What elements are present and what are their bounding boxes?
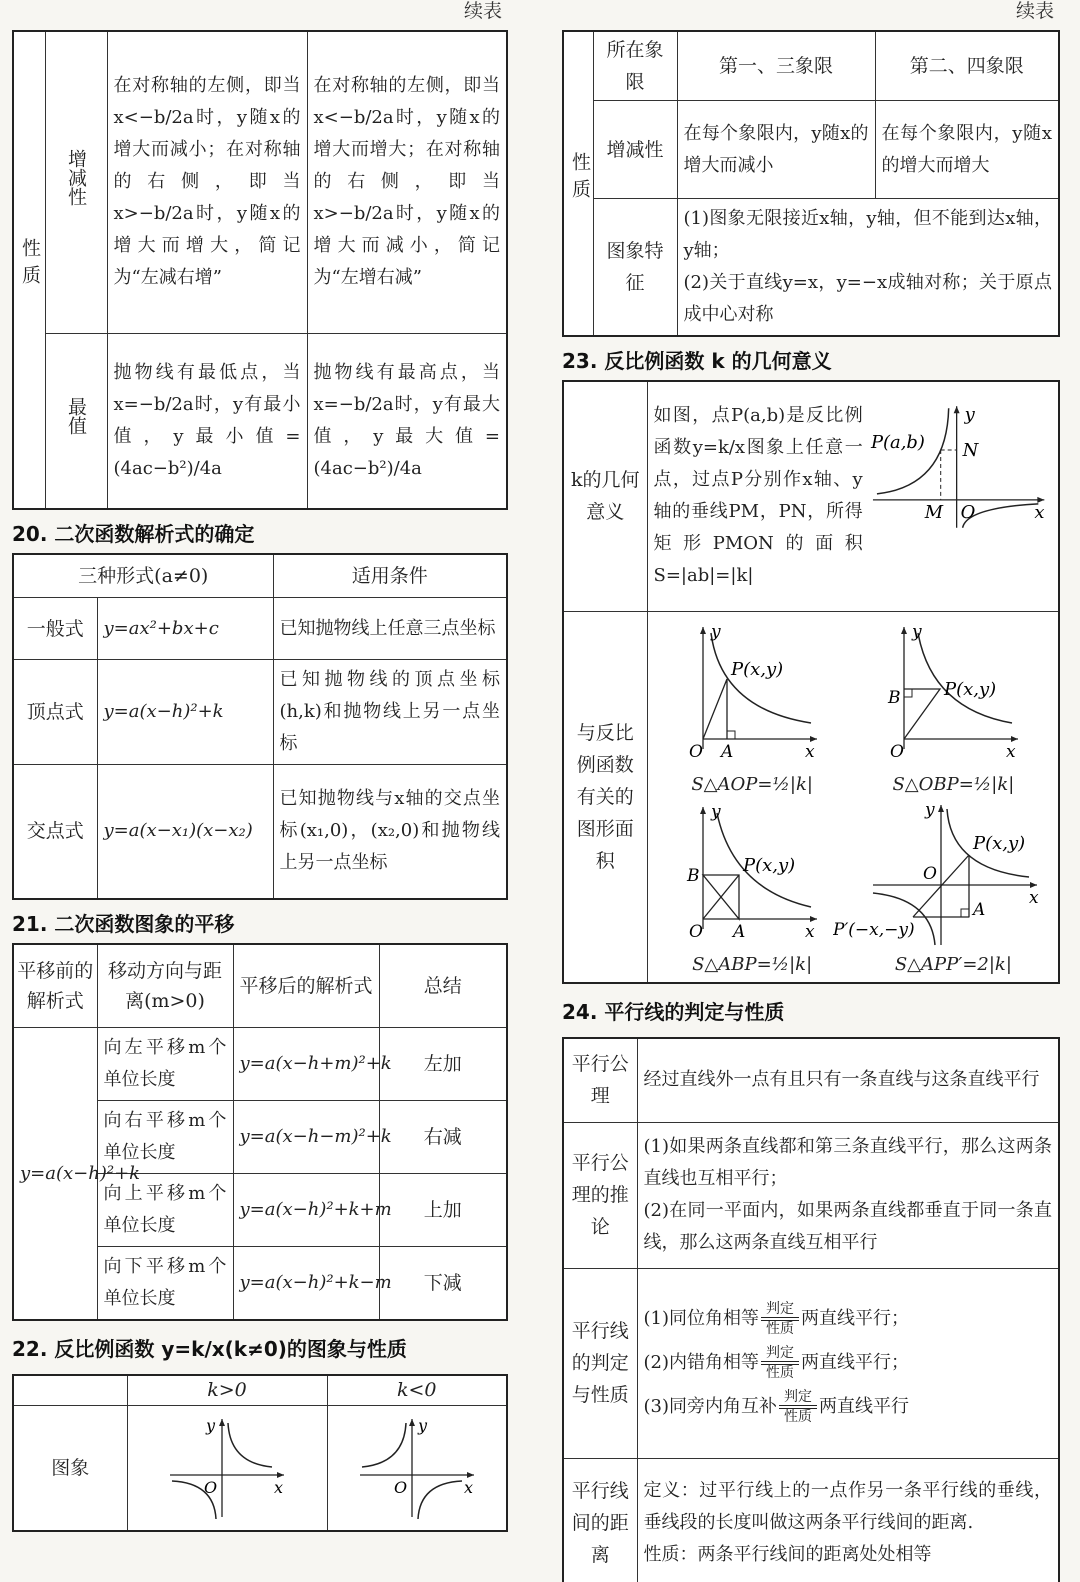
triangle-abp-figure (677, 799, 827, 949)
hyperbola-branch (918, 633, 1012, 723)
triangle-app-figure (833, 799, 1043, 949)
inverse-properties-table (562, 30, 1060, 337)
o-label: O (960, 502, 976, 524)
m-label: M (924, 502, 943, 524)
k-negative-graph (327, 1405, 507, 1531)
x-label: x (1034, 502, 1045, 524)
y-arrow (700, 807, 706, 814)
y-label: y (417, 1415, 427, 1435)
branch-q1 (228, 1423, 272, 1467)
monotonic-negative: 在每个象限内，y随x的增大而增大 (875, 101, 1059, 199)
criterion-right: 两直线平行； (801, 1352, 909, 1373)
p-label: P(x,y) (743, 854, 796, 876)
arrow-down-label: 性质 (784, 1409, 812, 1425)
shift-result: y=a(x−h)²+k−m (233, 1247, 379, 1321)
area-formula: S△AOP=½|k| (691, 773, 813, 795)
conditions-header: 适用条件 (273, 554, 507, 598)
extreme-a-positive: 抛物线有最低点，当x=−b/2a时，y有最小值，y最小值=(4ac−b²)/4a (107, 333, 307, 509)
arrow-up-label: 判定 (766, 1345, 794, 1361)
x-label: x (805, 741, 815, 762)
features-label: 图象特征 (593, 199, 677, 337)
triangle-obp-figure (878, 619, 1028, 769)
form-condition: 已知抛物线与x轴的交点坐标(x₁,0)，(x₂,0)和抛物线上另一点坐标 (273, 765, 507, 899)
area-formula: S△APP′=2|k| (894, 953, 1012, 975)
bidirectional-arrow (779, 1389, 817, 1425)
hyperbola-13-figure (162, 1413, 292, 1523)
y-label: y (964, 404, 975, 426)
arrow-up-label: 判定 (784, 1389, 812, 1405)
right-angle (904, 689, 912, 697)
y-label: y (206, 1415, 216, 1435)
empty-cell (13, 1375, 127, 1405)
header-before: 平移前的解析式 (13, 944, 97, 1028)
k-positive-header: k>0 (127, 1375, 327, 1405)
rectangle-pmon-figure (863, 400, 1052, 530)
inverse-graph-table (12, 1374, 508, 1532)
b-label: B (888, 687, 901, 708)
section-24-title: 24. 平行线的判定与性质 (562, 1000, 785, 1024)
parallel-lines-table (562, 1037, 1060, 1582)
shift-direction: 向左平移m个单位长度 (97, 1028, 233, 1101)
features-text (677, 199, 1059, 337)
form-name: 顶点式 (13, 660, 97, 765)
area-figure (652, 799, 853, 975)
x-label: x (274, 1477, 284, 1497)
left-column (12, 0, 506, 1532)
form-formula: y=a(x−h)²+k (97, 660, 273, 765)
area-figures-cell (647, 611, 1059, 983)
area-formula: S△ABP=½|k| (692, 953, 813, 975)
bidirectional-arrow (761, 1345, 799, 1381)
criterion-left: (1)同位角相等 (643, 1308, 759, 1329)
monotonic-a-negative: 在对称轴的左侧，即当x<−b/2a时，y随x的增大而增大；在对称轴的右侧，即当x>−b/2a时，y随x的增大而减小，简记为“左增右减” (307, 31, 507, 333)
p-label: P(x,y) (973, 832, 1026, 854)
shift-direction: 向下平移m个单位长度 (97, 1247, 233, 1321)
criterion (644, 1301, 1053, 1337)
y-label: y (711, 621, 721, 642)
criterion (644, 1345, 1053, 1381)
criteria-label: 平行线的判定与性质 (563, 1268, 637, 1458)
origin-label: O (393, 1477, 407, 1497)
x-label: x (1029, 887, 1039, 908)
area-figure (833, 799, 1054, 975)
axiom-text: 经过直线外一点有且只有一条直线与这条直线平行 (637, 1038, 1059, 1122)
monotonic-a-positive: 在对称轴的左侧，即当x<−b/2a时，y随x的增大而减小；在对称轴的右侧，即当x>−b/2a时，y随x的增大而增大，简记为“左减右增” (107, 31, 307, 333)
forms-header: 三种形式(a≠0) (13, 554, 273, 598)
n-label: N (962, 440, 979, 462)
distance-label: 平行线间的距离 (563, 1458, 637, 1582)
corollary-text (637, 1122, 1059, 1268)
properties-label: 性质 (563, 31, 593, 336)
p-label: P(x,y) (731, 658, 784, 680)
original-formula: y=a(x−h)²+k (13, 1028, 97, 1321)
o-label: O (689, 921, 704, 942)
arrow-up-label: 判定 (766, 1301, 794, 1317)
arrow-down-label: 性质 (766, 1321, 794, 1337)
quadrant-negative: 第二、四象限 (875, 31, 1059, 101)
header-after: 平移后的解析式 (233, 944, 379, 1028)
triangle (703, 679, 727, 739)
corollary-2: (2)在同一平面内，如果两条直线都垂直于同一条直线，那么这两条直线互相平行 (643, 1200, 1052, 1253)
k-negative-header: k<0 (327, 1375, 507, 1405)
distance-definition: 定义：过平行线上的一点作另一条平行线的垂线，垂线段的长度叫做这两条平行线间的距离. (643, 1479, 1052, 1533)
feature-2: (2)关于直线y=x，y=−x成轴对称；关于原点成中心对称 (683, 272, 1052, 325)
geo-meaning-text: 如图，点P(a,b)是反比例函数y=k/x图象上任意一点，过点P分别作x轴、y轴的垂线PM，PN，所得矩形PMON的面积S=|ab|=|k| (653, 405, 863, 587)
y-arrow (901, 627, 907, 634)
branch-q2 (362, 1423, 406, 1467)
form-formula: y=ax²+bx+c (97, 598, 273, 660)
y-arrow (409, 1419, 415, 1426)
right-angle (961, 909, 969, 917)
axiom-label: 平行公理 (563, 1038, 637, 1122)
y-label: y (912, 621, 922, 642)
o-label: O (689, 741, 704, 762)
extreme-label: 最值 (45, 333, 107, 509)
x-label: x (1006, 741, 1016, 762)
feature-1: (1)图象无限接近x轴，y轴，但不能到达x轴，y轴； (683, 208, 1052, 261)
k-positive-graph (127, 1405, 327, 1531)
o-label: O (923, 863, 938, 884)
continued-label: 续表 (463, 0, 502, 22)
shift-result: y=a(x−h+m)²+k (233, 1028, 379, 1101)
form-formula: y=a(x−x₁)(x−x₂) (97, 765, 273, 899)
form-condition: 已知抛物线上任意三点坐标 (273, 598, 507, 660)
criterion-left: (3)同旁内角互补 (643, 1396, 777, 1417)
triangle-aop-figure (677, 619, 827, 769)
k-geometry-table (562, 380, 1060, 984)
shift-summary: 上加 (379, 1174, 507, 1247)
monotonic-label: 增减性 (593, 101, 677, 199)
form-name: 一般式 (13, 598, 97, 660)
area-figure (652, 619, 853, 795)
geo-meaning-cell (647, 381, 1059, 611)
quadratic-properties-table (12, 30, 508, 510)
form-name: 交点式 (13, 765, 97, 899)
corollary-1: (1)如果两条直线都和第三条直线平行，那么这两条直线也互相平行； (643, 1136, 1052, 1189)
header-summary: 总结 (379, 944, 507, 1028)
x-label: x (805, 921, 815, 942)
criteria-text (637, 1268, 1059, 1458)
a-label: A (973, 899, 986, 920)
o-label: O (890, 741, 905, 762)
translation-table (12, 943, 508, 1322)
shift-result: y=a(x−h−m)²+k (233, 1101, 379, 1174)
a-label: A (721, 741, 734, 762)
shift-summary: 下减 (379, 1247, 507, 1321)
p-label: P(a,b) (870, 432, 925, 454)
branch-q4 (418, 1481, 462, 1519)
p-label: P(x,y) (944, 678, 997, 700)
area-formula: S△OBP=½|k| (892, 773, 1015, 795)
a-label: A (733, 921, 746, 942)
criterion-left: (2)内错角相等 (643, 1352, 759, 1373)
distance-text (637, 1458, 1059, 1582)
shift-summary: 右减 (379, 1101, 507, 1174)
quadrant-label: 所在象限 (593, 31, 677, 101)
criterion-right: 两直线平行 (819, 1396, 909, 1417)
extreme-a-negative: 抛物线有最高点，当x=−b/2a时，y有最大值，y最大值=(4ac−b²)/4a (307, 333, 507, 509)
form-condition: 已知抛物线的顶点坐标(h,k)和抛物线上另一点坐标 (273, 660, 507, 765)
graph-label: 图象 (13, 1405, 127, 1531)
shift-direction: 向右平移m个单位长度 (97, 1101, 233, 1174)
area-figure (853, 619, 1054, 795)
y-label: y (711, 801, 721, 822)
b-label: B (687, 865, 700, 886)
properties-label: 性质 (13, 31, 45, 509)
bidirectional-arrow (761, 1301, 799, 1337)
p-prime-label: P′(−x,−y) (833, 919, 916, 940)
quadrant-positive: 第一、三象限 (677, 31, 875, 101)
criterion (644, 1389, 1053, 1425)
shift-result: y=a(x−h)²+k+m (233, 1174, 379, 1247)
monotonic-label: 增减性 (45, 31, 107, 333)
continued-label: 续表 (1015, 0, 1054, 22)
hyperbola-24-figure (352, 1413, 482, 1523)
y-arrow (953, 406, 959, 413)
origin-label: O (204, 1477, 218, 1497)
right-angle (727, 731, 735, 739)
x-label: x (463, 1477, 473, 1497)
header-direction: 移动方向与距离(m>0) (97, 944, 233, 1028)
section-22-title: 22. 反比例函数 y=k/x(k≠0)的图象与性质 (12, 1337, 407, 1361)
section-23-title: 23. 反比例函数 k 的几何意义 (562, 349, 832, 373)
y-arrow (938, 805, 944, 812)
corollary-label: 平行公理的推论 (563, 1122, 637, 1268)
monotonic-positive: 在每个象限内，y随x的增大而减小 (677, 101, 875, 199)
section-20-title: 20. 二次函数解析式的确定 (12, 522, 255, 546)
arrow-down-label: 性质 (766, 1365, 794, 1381)
criterion-right: 两直线平行； (801, 1308, 909, 1329)
section-21-title: 21. 二次函数图象的平移 (12, 911, 235, 936)
shift-summary: 左加 (379, 1028, 507, 1101)
distance-property: 性质：两条平行线间的距离处处相等 (643, 1543, 932, 1565)
area-label: 与反比例函数有关的图形面积 (563, 611, 647, 983)
right-column (562, 0, 1058, 1582)
y-label: y (925, 799, 935, 820)
geo-meaning-label: k的几何意义 (563, 381, 647, 611)
y-arrow (700, 627, 706, 634)
y-arrow (219, 1419, 225, 1426)
quadratic-forms-table (12, 553, 508, 900)
shift-direction: 向上平移m个单位长度 (97, 1174, 233, 1247)
